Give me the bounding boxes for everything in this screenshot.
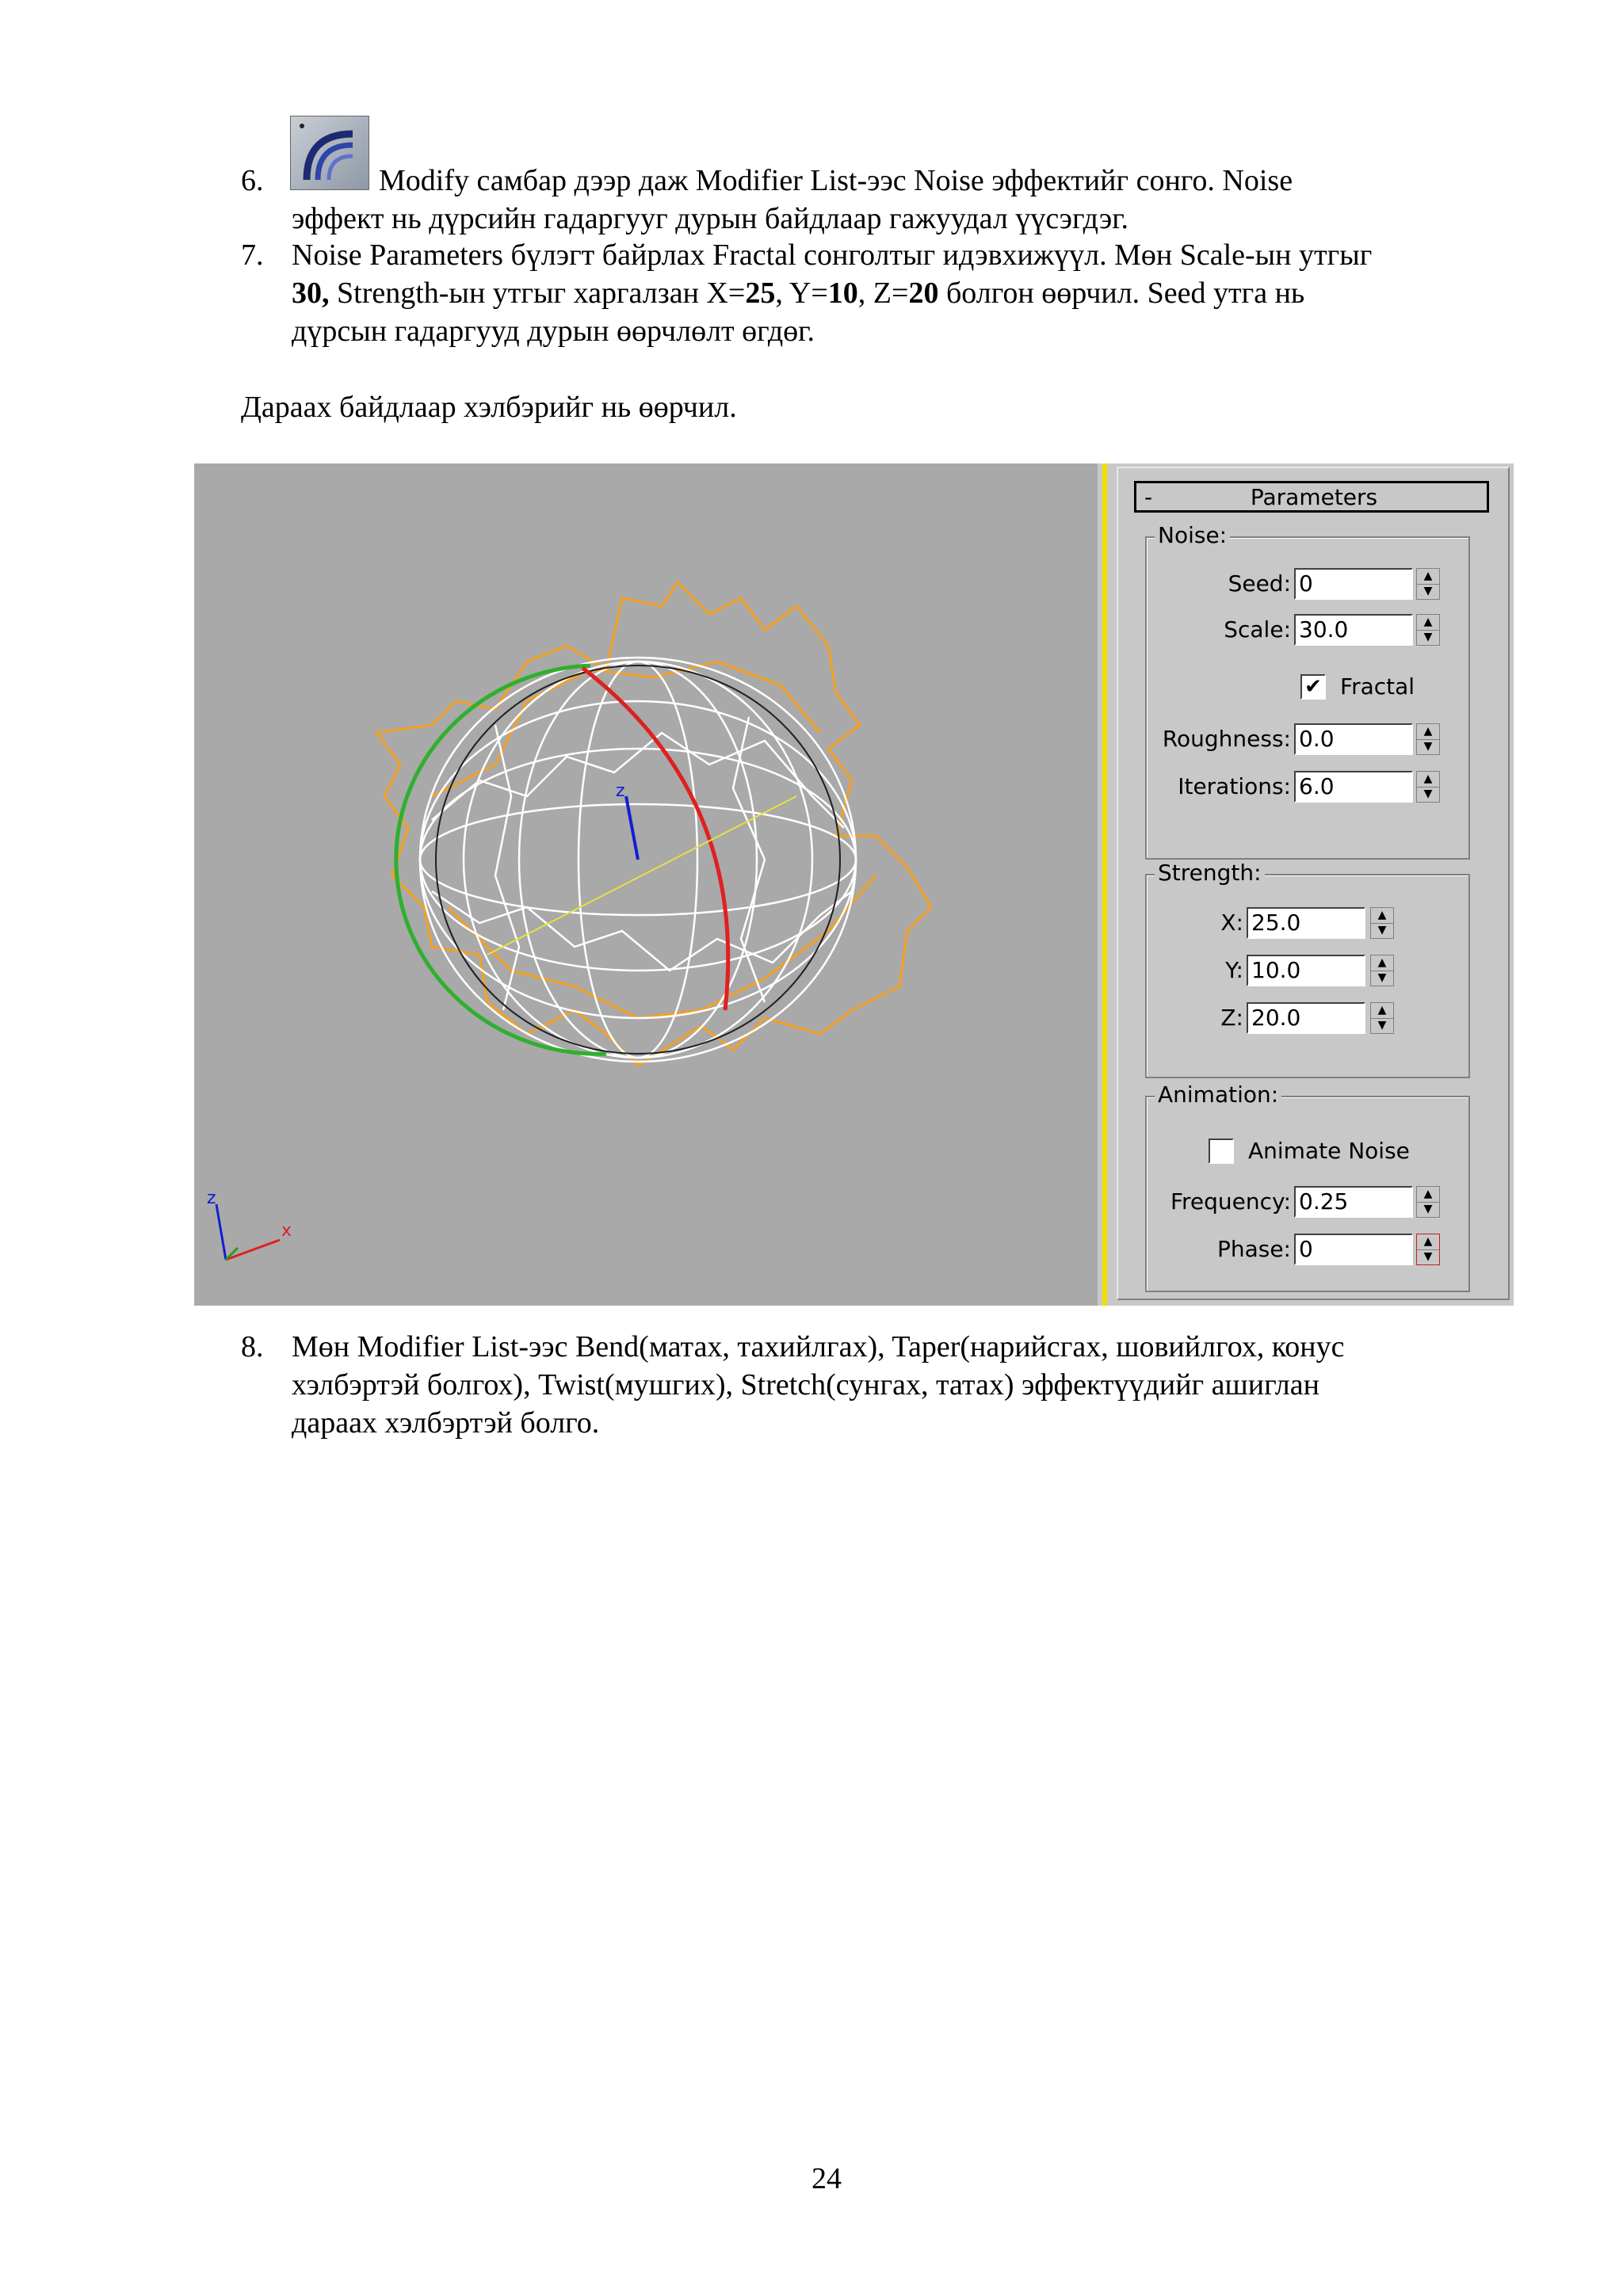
wireframe-sphere-icon <box>194 463 1098 1306</box>
step-7-number: 7. <box>241 238 264 272</box>
modify-panel-icon <box>290 116 369 190</box>
seed-spinner[interactable] <box>1416 568 1440 600</box>
strength-z-input[interactable]: 20.0 <box>1247 1002 1365 1034</box>
intro-text: Дараах байдлаар хэлбэрийг нь өөрчил. <box>241 391 737 424</box>
strength-x-spinner[interactable] <box>1370 907 1394 939</box>
rollout-collapse-icon[interactable]: - <box>1144 484 1153 510</box>
noise-group-title: Noise: <box>1155 522 1230 549</box>
phase-spinner[interactable] <box>1416 1234 1440 1265</box>
spinner-up-icon[interactable]: ▲ <box>1417 772 1439 788</box>
roughness-input[interactable]: 0.0 <box>1294 723 1413 755</box>
animate-noise-checkbox[interactable] <box>1209 1138 1234 1164</box>
spinner-up-icon[interactable]: ▲ <box>1417 724 1439 740</box>
scale-value-bold: 30, <box>292 277 330 310</box>
spinner-down-icon[interactable]: ▼ <box>1423 740 1433 753</box>
spinner-down-icon[interactable]: ▼ <box>1377 1019 1387 1032</box>
phase-input[interactable]: 0 <box>1294 1234 1413 1265</box>
roughness-label: Roughness: <box>1162 726 1291 752</box>
scale-input[interactable]: 30.0 <box>1294 614 1413 646</box>
page-number: 24 <box>812 2162 842 2195</box>
spinner-up-icon[interactable]: ▲ <box>1417 615 1439 631</box>
scale-label: Scale: <box>1224 616 1291 643</box>
fractal-label: Fractal <box>1340 673 1415 700</box>
step-8-line-2: хэлбэртэй болгох), Twist(мушгих), Stretch(сунгах, татах) эффектүүдийг ашиглан <box>292 1368 1319 1402</box>
strength-x-input[interactable]: 25.0 <box>1247 907 1365 939</box>
x-value-bold: 25 <box>745 277 776 310</box>
iterations-label: Iterations: <box>1178 773 1291 799</box>
roughness-spinner[interactable] <box>1416 723 1440 755</box>
step-6-line-1: Modify самбар дээр даж Modifier List-ээс Noise эффектийг сонго. Noise <box>379 164 1293 197</box>
step-6-line-2: эффект нь дүрсийн гадаргууг дурын байдлаар гажуудал үүсэгдэг. <box>292 202 1129 235</box>
frequency-label: Frequency: <box>1170 1188 1291 1215</box>
scale-spinner[interactable] <box>1416 614 1440 646</box>
step-8-line-3: дараах хэлбэртэй болго. <box>292 1406 600 1440</box>
spinner-down-icon[interactable]: ▼ <box>1423 1203 1433 1215</box>
max-screenshot <box>194 463 1514 1306</box>
animation-group-title: Animation: <box>1155 1081 1281 1108</box>
spinner-up-icon[interactable]: ▲ <box>1371 908 1393 924</box>
spinner-down-icon[interactable]: ▼ <box>1377 971 1387 984</box>
axis-x-label: x <box>281 1221 292 1241</box>
frequency-spinner[interactable] <box>1416 1186 1440 1218</box>
y-value-bold: 10 <box>827 277 858 310</box>
strength-group-title: Strength: <box>1155 860 1265 887</box>
spinner-down-icon[interactable]: ▼ <box>1423 631 1433 643</box>
step-7-text-d: , Z= <box>857 277 909 310</box>
gizmo-z-label: z <box>616 781 625 801</box>
spinner-down-icon[interactable]: ▼ <box>1377 924 1387 936</box>
active-viewport-border <box>1102 463 1107 1306</box>
iterations-spinner[interactable] <box>1416 771 1440 803</box>
spinner-up-icon[interactable]: ▲ <box>1417 1187 1439 1203</box>
step-7-line-3: дүрсын гадаргууд дурын өөрчлөлт өгдөг. <box>292 315 815 348</box>
animate-noise-label: Animate Noise <box>1248 1138 1410 1164</box>
seed-input[interactable]: 0 <box>1294 568 1413 600</box>
seed-label: Seed: <box>1228 570 1291 597</box>
spinner-up-icon[interactable]: ▲ <box>1417 569 1439 585</box>
x-label: X: <box>1220 910 1243 936</box>
spinner-up-icon[interactable]: ▲ <box>1417 1234 1439 1250</box>
noise-group <box>1145 522 1470 860</box>
parameters-rollout-header[interactable] <box>1134 481 1489 513</box>
spinner-up-icon[interactable]: ▲ <box>1371 1003 1393 1019</box>
fractal-checkbox[interactable]: ✔ <box>1300 674 1326 700</box>
step-6-number: 6. <box>241 164 264 197</box>
spinner-up-icon[interactable]: ▲ <box>1371 955 1393 971</box>
step-7-text-e: болгон өөрчил. Seed утга нь <box>938 277 1305 310</box>
strength-group <box>1145 860 1470 1078</box>
step-7-line-2 <box>292 274 1304 312</box>
iterations-input[interactable]: 6.0 <box>1294 771 1413 803</box>
spinner-down-icon[interactable]: ▼ <box>1423 788 1433 800</box>
step-8-line-1: Мөн Modifier List-ээс Bend(матах, тахийлгах), Taper(нарийсгах, шовийлгох, конус <box>292 1330 1345 1363</box>
strength-y-input[interactable]: 10.0 <box>1247 955 1365 986</box>
step-7-text-b: Strength-ын утгыг харгалзан X= <box>329 277 746 310</box>
step-7-text-c: , Y= <box>775 277 828 310</box>
step-8-number: 8. <box>241 1330 264 1363</box>
strength-y-spinner[interactable] <box>1370 955 1394 986</box>
y-label: Y: <box>1225 957 1243 983</box>
spinner-down-icon[interactable]: ▼ <box>1423 585 1433 597</box>
z-label: Z: <box>1220 1005 1243 1031</box>
phase-label: Phase: <box>1216 1236 1291 1262</box>
parameters-panel <box>1117 467 1510 1300</box>
animation-group <box>1145 1081 1470 1292</box>
strength-z-spinner[interactable] <box>1370 1002 1394 1034</box>
z-value-bold: 20 <box>908 277 939 310</box>
perspective-viewport[interactable] <box>194 463 1098 1306</box>
axis-z-label: z <box>207 1188 216 1208</box>
frequency-input[interactable]: 0.25 <box>1294 1186 1413 1218</box>
spinner-down-icon[interactable]: ▼ <box>1423 1250 1433 1263</box>
rollout-title: Parameters <box>1250 484 1378 510</box>
step-7-line-1: Noise Parameters бүлэгт байрлах Fractal сонголтыг идэвхижүүл. Мөн Scale-ын утгыг <box>292 238 1373 272</box>
